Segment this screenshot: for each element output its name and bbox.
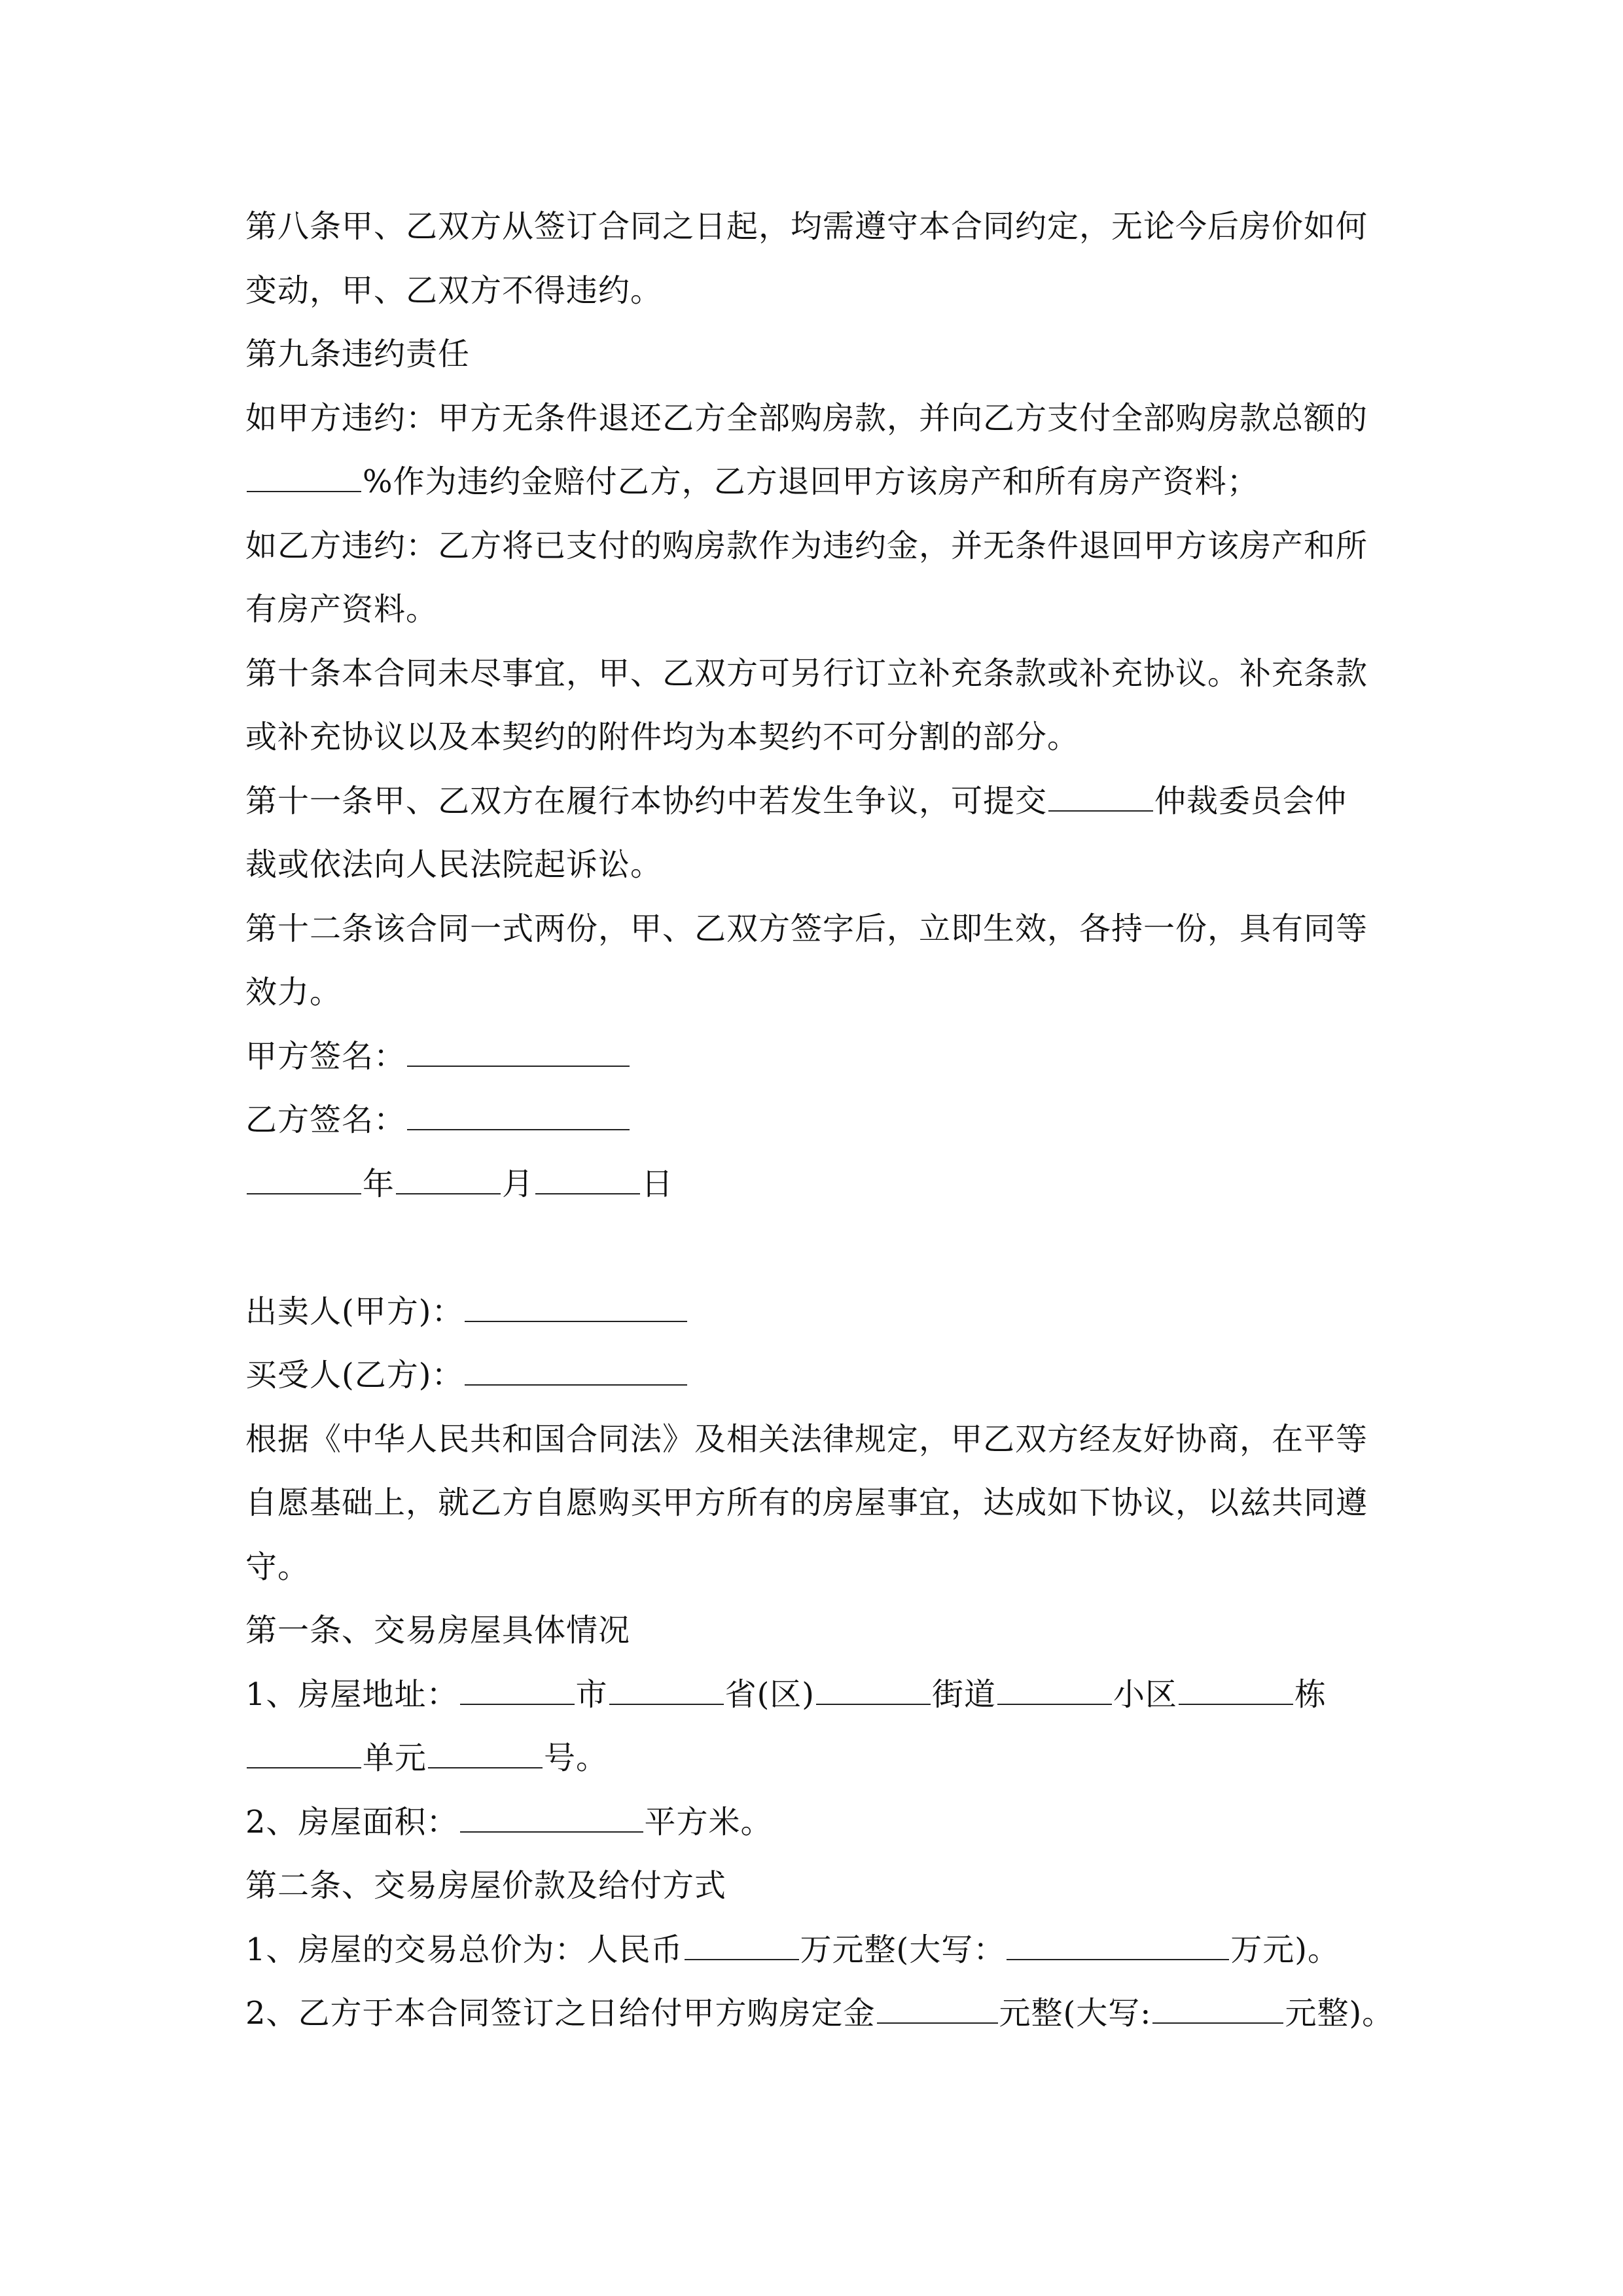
house-address-line-1: 1、房屋地址： 市 省(区) 街道 小区 栋	[245, 1676, 1327, 1713]
area-blank[interactable]	[460, 1804, 643, 1833]
month-blank[interactable]	[396, 1166, 501, 1194]
deposit-blank[interactable]	[877, 1995, 998, 2024]
intro-line-1: 根据《中华人民共和国合同法》及相关法律规定，甲乙双方经友好协商，在平等	[245, 1420, 1368, 1458]
party-a-signature-blank[interactable]	[407, 1038, 630, 1067]
penalty-percent-blank[interactable]	[247, 463, 361, 492]
clause-12-line-1: 第十二条该合同一式两份，甲、乙双方签字后，立即生效，各持一份，具有同等	[245, 910, 1368, 947]
document-page	[245, 195, 1395, 2046]
clause-8-line-2: 变动，甲、乙双方不得违约。	[245, 272, 663, 309]
signing-date: 年 月 日	[245, 1153, 1378, 1217]
clause-10-line-2: 或补充协议以及本契约的附件均为本契约不可分割的部分。	[245, 719, 1080, 755]
province-blank[interactable]	[609, 1676, 724, 1705]
clause-9-party-b-line-1: 如乙方违约：乙方将已支付的购房款作为违约金，并无条件退回甲方该房产和所	[245, 527, 1368, 564]
building-blank[interactable]	[1179, 1676, 1293, 1705]
total-price-line: 1、房屋的交易总价为：人民币 万元整(大写： 万元)。	[245, 1931, 1340, 1968]
intro-line-3: 守。	[245, 1548, 310, 1585]
party-a-signature: 甲方签名：	[245, 1025, 1378, 1089]
clause-9-title: 第九条违约责任	[245, 336, 471, 372]
number-blank[interactable]	[428, 1740, 543, 1768]
year-blank[interactable]	[247, 1166, 361, 1194]
party-b-signature: 乙方签名：	[245, 1088, 1378, 1153]
street-blank[interactable]	[816, 1676, 931, 1705]
day-blank[interactable]	[535, 1166, 640, 1194]
unit-blank[interactable]	[247, 1740, 361, 1768]
clause-12-line-2: 效力。	[245, 974, 342, 1011]
article-1-title: 第一条、交易房屋具体情况	[245, 1612, 631, 1649]
deposit-line: 2、乙方于本合同签订之日给付甲方购房定金 元整(大写: 元整)。	[245, 1995, 1395, 2032]
intro-line-2: 自愿基础上，就乙方自愿购买甲方所有的房屋事宜，达成如下协议，以兹共同遵	[245, 1484, 1368, 1521]
community-blank[interactable]	[997, 1676, 1112, 1705]
section-gap	[245, 1216, 1378, 1280]
clause-9-party-a-line-2: %作为违约金赔付乙方，乙方退回甲方该房产和所有房产资料；	[245, 450, 1378, 514]
clause-10-line-1: 第十条本合同未尽事宜，甲、乙双方可另行订立补充条款或补充协议。补充条款	[245, 655, 1368, 692]
house-area-line: 2、房屋面积： 平方米。	[245, 1803, 773, 1840]
deposit-uppercase-blank[interactable]	[1152, 1995, 1283, 2024]
arbitration-committee-blank[interactable]	[1048, 783, 1153, 812]
party-b-signature-blank[interactable]	[407, 1102, 630, 1130]
article-2-title: 第二条、交易房屋价款及给付方式	[245, 1867, 727, 1904]
price-blank[interactable]	[685, 1931, 799, 1960]
price-uppercase-blank[interactable]	[1007, 1931, 1229, 1960]
seller-line: 出卖人(甲方)：	[245, 1280, 1378, 1344]
buyer-blank[interactable]	[465, 1357, 687, 1386]
buyer-line: 买受人(乙方)：	[245, 1344, 1378, 1408]
city-blank[interactable]	[460, 1676, 575, 1705]
clause-11-line-2: 裁或依法向人民法院起诉讼。	[245, 846, 663, 883]
clause-9-party-b-line-2: 有房产资料。	[245, 591, 438, 628]
house-address-line-2: 单元 号。	[245, 1727, 1378, 1791]
seller-blank[interactable]	[465, 1293, 687, 1322]
clause-9-party-a-line-1: 如甲方违约：甲方无条件退还乙方全部购房款，并向乙方支付全部购房款总额的	[245, 399, 1368, 437]
clause-8-line-1: 第八条甲、乙双方从签订合同之日起，均需遵守本合同约定，无论今后房价如何	[245, 208, 1368, 245]
clause-11-line-1: 第十一条甲、乙双方在履行本协约中若发生争议，可提交 仲裁委员会仲	[245, 782, 1347, 819]
